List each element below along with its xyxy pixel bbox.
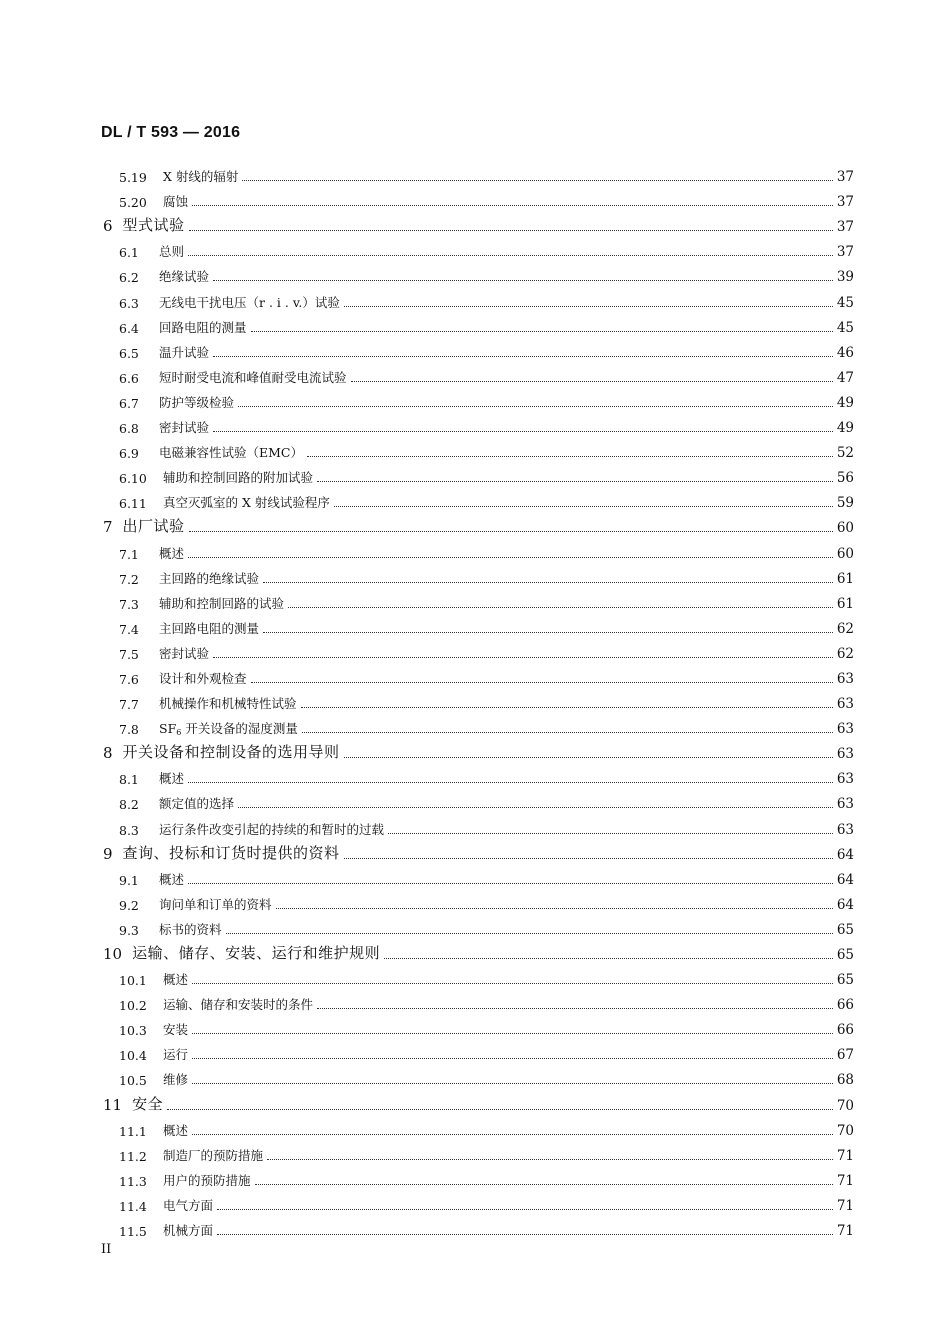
toc-entry[interactable] xyxy=(101,361,854,386)
toc-entry-number: 11.2 xyxy=(119,1148,147,1164)
toc-entry-title: X 射线的辐射 xyxy=(163,169,239,185)
toc-entry-number: 9.2 xyxy=(119,897,139,913)
toc-entry-title: 密封试验 xyxy=(159,645,210,661)
toc-entry[interactable] xyxy=(101,160,854,185)
toc-entry-title: 概述 xyxy=(159,771,185,787)
toc-leader-dots xyxy=(188,556,833,558)
toc-entry[interactable] xyxy=(101,637,854,662)
toc-leader-dots xyxy=(192,982,833,984)
toc-entry-title: 密封试验 xyxy=(159,420,210,436)
toc-entry-title-text: 开关设备的湿度测量 xyxy=(181,721,298,737)
toc-entry-title: 安装 xyxy=(163,1022,189,1038)
toc-entry-page: 56 xyxy=(836,470,854,487)
toc-entry-page: 63 xyxy=(836,670,854,687)
toc-entry[interactable] xyxy=(101,787,854,812)
toc-entry-number: 7.8 xyxy=(119,722,139,738)
toc-entry-page: 71 xyxy=(836,1172,854,1189)
toc-entry-number: 9 xyxy=(103,844,113,863)
toc-entry-number: 6.4 xyxy=(119,320,139,336)
toc-leader-dots xyxy=(192,1057,833,1059)
toc-leader-dots xyxy=(213,656,833,658)
toc-leader-dots xyxy=(344,756,833,758)
toc-entry-page: 63 xyxy=(836,721,854,738)
toc-leader-dots xyxy=(302,731,833,733)
toc-entry-title: 机械操作和机械特性试验 xyxy=(159,696,297,712)
toc-entry-title: 主回路的绝缘试验 xyxy=(159,570,260,586)
toc-entry[interactable] xyxy=(101,913,854,938)
toc-entry-title: 额定值的选择 xyxy=(159,796,235,812)
toc-entry-number: 11.1 xyxy=(119,1123,147,1139)
toc-entry[interactable] xyxy=(101,712,854,737)
toc-entry-title: 温升试验 xyxy=(159,344,210,360)
toc-entry-title: 设计和外观检查 xyxy=(159,670,247,686)
toc-entry-number: 7.5 xyxy=(119,646,139,662)
toc-entry-page: 63 xyxy=(836,696,854,713)
toc-entry[interactable] xyxy=(101,737,854,762)
toc-leader-dots xyxy=(276,907,833,909)
toc-entry-page: 63 xyxy=(836,796,854,813)
toc-entry[interactable] xyxy=(101,210,854,235)
toc-leader-dots xyxy=(189,229,833,231)
toc-entry[interactable] xyxy=(101,812,854,837)
toc-entry[interactable] xyxy=(101,1088,854,1113)
toc-leader-dots xyxy=(263,631,833,633)
toc-leader-dots xyxy=(167,1108,833,1110)
toc-entry[interactable] xyxy=(101,285,854,310)
toc-entry-number: 11 xyxy=(103,1095,123,1114)
toc-entry[interactable] xyxy=(101,1164,854,1189)
toc-entry-page: 45 xyxy=(836,319,854,336)
toc-entry-page: 66 xyxy=(836,997,854,1014)
toc-entry[interactable] xyxy=(101,1038,854,1063)
toc-leader-dots xyxy=(217,1208,833,1210)
toc-entry[interactable] xyxy=(101,436,854,461)
toc-entry-number: 7.1 xyxy=(119,546,139,562)
toc-entry-number: 9.3 xyxy=(119,922,139,938)
toc-entry-number: 6.5 xyxy=(119,345,139,361)
toc-entry[interactable] xyxy=(101,1063,854,1088)
toc-leader-dots xyxy=(251,681,833,683)
toc-entry-title: 主回路电阻的测量 xyxy=(159,620,260,636)
toc-entry-number: 11.3 xyxy=(119,1173,147,1189)
toc-entry-number: 7.6 xyxy=(119,671,139,687)
toc-entry-number: 8.2 xyxy=(119,797,139,813)
toc-entry-page: 63 xyxy=(836,746,854,763)
toc-entry-number: 7.4 xyxy=(119,621,139,637)
toc-leader-dots xyxy=(301,706,833,708)
toc-entry-page: 64 xyxy=(836,896,854,913)
toc-entry-page: 68 xyxy=(836,1072,854,1089)
toc-entry-page: 60 xyxy=(836,520,854,537)
toc-entry[interactable] xyxy=(101,311,854,336)
toc-entry-title: 概述 xyxy=(163,972,189,988)
toc-entry-title: 辅助和控制回路的附加试验 xyxy=(163,470,314,486)
toc-entry-page: 62 xyxy=(836,645,854,662)
toc-entry[interactable] xyxy=(101,1139,854,1164)
toc-entry-title: 回路电阻的测量 xyxy=(159,319,247,335)
toc-entry-number: 6.1 xyxy=(119,245,139,261)
toc-entry-title: 电气方面 xyxy=(163,1197,214,1213)
toc-entry-title: 用户的预防措施 xyxy=(163,1172,251,1188)
toc-entry-number: 6.2 xyxy=(119,270,139,286)
toc-entry[interactable] xyxy=(101,511,854,536)
toc-leader-dots xyxy=(192,1032,833,1034)
toc-entry-title: 概述 xyxy=(159,545,185,561)
toc-entry-number: 8.1 xyxy=(119,772,139,788)
toc-entry[interactable] xyxy=(101,762,854,787)
toc-entry[interactable] xyxy=(101,486,854,511)
toc-entry-title: 无线电干扰电压（r . i . v.）试验 xyxy=(159,294,340,310)
toc-entry-page: 65 xyxy=(836,972,854,989)
toc-entry-number: 8 xyxy=(103,744,113,763)
toc-entry[interactable] xyxy=(101,1189,854,1214)
toc-entry-title: 开关设备和控制设备的选用导则 xyxy=(122,743,340,762)
toc-entry-page: 49 xyxy=(836,420,854,437)
toc-entry-title: 查询、投标和订货时提供的资料 xyxy=(122,843,340,862)
toc-entry[interactable] xyxy=(101,838,854,863)
toc-leader-dots xyxy=(251,330,833,332)
toc-entry[interactable] xyxy=(101,562,854,587)
toc-entry-number: 6.7 xyxy=(119,395,139,411)
toc-entry-title: 概述 xyxy=(163,1122,189,1138)
toc-leader-dots xyxy=(388,832,833,834)
toc-entry-page: 45 xyxy=(836,294,854,311)
toc-entry-number: 10.4 xyxy=(119,1048,147,1064)
toc-entry-number: 10.3 xyxy=(119,1023,147,1039)
toc-entry-title: 绝缘试验 xyxy=(159,269,210,285)
toc-leader-dots xyxy=(242,179,832,181)
toc-entry[interactable] xyxy=(101,888,854,913)
toc-entry-page: 37 xyxy=(836,169,854,186)
toc-entry-page: 71 xyxy=(836,1223,854,1240)
toc-entry[interactable] xyxy=(101,411,854,436)
toc-entry-page: 37 xyxy=(836,219,854,236)
toc-entry-page: 61 xyxy=(836,595,854,612)
toc-leader-dots xyxy=(192,1133,833,1135)
toc-leader-dots xyxy=(288,606,833,608)
toc-entry-number: 7.7 xyxy=(119,697,139,713)
toc-entry-title: 机械方面 xyxy=(163,1223,214,1239)
toc-entry-page: 63 xyxy=(836,821,854,838)
toc-entry-page: 60 xyxy=(836,545,854,562)
toc-entry[interactable] xyxy=(101,260,854,285)
toc-entry-page: 37 xyxy=(836,244,854,261)
toc-leader-dots xyxy=(317,1007,833,1009)
toc-entry-number: 10 xyxy=(103,945,123,963)
toc-entry-number: 7.3 xyxy=(119,596,139,612)
standard-code-header: DL / T 593 — 2016 xyxy=(101,124,241,141)
toc-entry-page: 47 xyxy=(836,369,854,386)
toc-entry-page: 59 xyxy=(836,495,854,512)
toc-entry-page: 65 xyxy=(836,947,854,963)
toc-entry-number: 8.3 xyxy=(119,822,139,838)
toc-entry[interactable] xyxy=(101,1013,854,1038)
toc-entry-page: 65 xyxy=(836,921,854,938)
toc-entry-page: 71 xyxy=(836,1197,854,1214)
toc-leader-dots xyxy=(317,480,833,482)
toc-leader-dots xyxy=(263,581,833,583)
toc-entry-number: 5.20 xyxy=(119,195,147,211)
toc-entry-title: 安全 xyxy=(132,1094,164,1113)
toc-entry[interactable] xyxy=(101,687,854,712)
toc-entry-title: 辅助和控制回路的试验 xyxy=(159,595,285,611)
toc-leader-dots xyxy=(334,505,833,507)
toc-entry-title: 出厂试验 xyxy=(122,517,185,536)
toc-leader-dots xyxy=(344,305,833,307)
toc-entry-number: 6 xyxy=(103,217,113,236)
toc-entry-page: 37 xyxy=(836,194,854,211)
toc-entry-number: 5.19 xyxy=(119,170,147,186)
toc-entry-title xyxy=(149,719,298,737)
toc-entry-page: 66 xyxy=(836,1022,854,1039)
toc-leader-dots xyxy=(238,806,833,808)
toc-entry-page: 49 xyxy=(836,394,854,411)
toc-entry-number: 6.11 xyxy=(119,496,147,512)
toc-entry-page: 62 xyxy=(836,620,854,637)
toc-entry-number: 10.2 xyxy=(119,998,147,1014)
toc-entry-page: 39 xyxy=(836,269,854,286)
toc-leader-dots xyxy=(188,781,833,783)
toc-entry[interactable] xyxy=(101,1114,854,1139)
toc-leader-dots xyxy=(217,1233,833,1235)
toc-entry-number: 7.2 xyxy=(119,571,139,587)
toc-leader-dots xyxy=(307,455,833,457)
toc-entry-title: 电磁兼容性试验（EMC） xyxy=(159,445,303,461)
toc-leader-dots xyxy=(255,1183,833,1185)
toc-entry[interactable] xyxy=(101,612,854,637)
toc-entry-number: 10.1 xyxy=(119,973,147,989)
toc-leader-dots xyxy=(213,430,833,432)
toc-entry-title: 维修 xyxy=(163,1072,189,1088)
toc-entry-number: 11.4 xyxy=(119,1198,147,1214)
toc-entry-page: 71 xyxy=(836,1147,854,1164)
toc-leader-dots xyxy=(192,1082,833,1084)
toc-entry-title: 概述 xyxy=(159,871,185,887)
toc-entry-title: 短时耐受电流和峰值耐受电流试验 xyxy=(159,369,347,385)
toc-entry[interactable] xyxy=(101,536,854,561)
toc-entry-number: 6.8 xyxy=(119,421,139,437)
table-of-contents xyxy=(101,160,854,1239)
toc-leader-dots xyxy=(238,405,833,407)
toc-entry-title: 运输、储存和安装时的条件 xyxy=(163,997,314,1013)
toc-entry-page: 64 xyxy=(836,871,854,888)
toc-leader-dots xyxy=(188,882,833,884)
toc-entry[interactable] xyxy=(101,386,854,411)
toc-entry[interactable] xyxy=(101,587,854,612)
toc-entry-page: 70 xyxy=(836,1122,854,1139)
toc-entry-number: 7 xyxy=(103,518,113,537)
toc-leader-dots xyxy=(213,279,833,281)
toc-leader-dots xyxy=(213,355,833,357)
toc-entry-page: 46 xyxy=(836,344,854,361)
toc-entry-page: 67 xyxy=(836,1047,854,1064)
toc-entry-title: 运行条件改变引起的持续的和暂时的过载 xyxy=(159,821,385,837)
toc-entry[interactable] xyxy=(101,235,854,260)
toc-entry-page: 52 xyxy=(836,445,854,462)
toc-entry-title-subscript: 6 xyxy=(176,728,182,738)
toc-leader-dots xyxy=(384,957,833,959)
toc-entry[interactable] xyxy=(101,1214,854,1239)
toc-entry-number: 6.10 xyxy=(119,471,147,487)
toc-leader-dots xyxy=(267,1158,833,1160)
toc-entry-title: 型式试验 xyxy=(122,216,185,235)
toc-entry[interactable] xyxy=(101,963,854,988)
toc-entry-title: 标书的资料 xyxy=(159,921,222,937)
toc-leader-dots xyxy=(351,380,833,382)
toc-entry-title: 制造厂的预防措施 xyxy=(163,1147,264,1163)
toc-entry-number: 6.9 xyxy=(119,446,139,462)
toc-entry-page: 63 xyxy=(836,771,854,788)
toc-entry[interactable] xyxy=(101,336,854,361)
toc-entry-title-prefix: SF xyxy=(159,721,177,737)
toc-entry[interactable] xyxy=(101,988,854,1013)
toc-leader-dots xyxy=(192,204,833,206)
toc-entry[interactable] xyxy=(101,938,854,963)
toc-entry-number: 6.3 xyxy=(119,295,139,311)
toc-leader-dots xyxy=(226,932,833,934)
toc-entry[interactable] xyxy=(101,461,854,486)
toc-entry-number: 11.5 xyxy=(119,1224,147,1240)
toc-entry-number: 6.6 xyxy=(119,370,139,386)
toc-entry-title: 腐蚀 xyxy=(163,194,189,210)
toc-entry-page: 70 xyxy=(836,1097,854,1114)
toc-entry[interactable] xyxy=(101,662,854,687)
toc-leader-dots xyxy=(344,857,833,859)
toc-entry-title: 总则 xyxy=(159,244,185,260)
toc-entry-title: 真空灭弧室的 X 射线试验程序 xyxy=(163,495,330,511)
toc-leader-dots xyxy=(188,254,833,256)
page-number: II xyxy=(101,1242,112,1257)
toc-entry-title: 询问单和订单的资料 xyxy=(159,896,272,912)
toc-entry-title: 防护等级检验 xyxy=(159,394,235,410)
toc-entry-number: 10.5 xyxy=(119,1073,147,1089)
toc-entry[interactable] xyxy=(101,185,854,210)
toc-leader-dots xyxy=(189,530,833,532)
toc-entry-page: 64 xyxy=(836,846,854,863)
toc-entry-title: 运输、储存、安装、运行和维护规则 xyxy=(132,944,381,962)
toc-entry-page: 61 xyxy=(836,570,854,587)
toc-entry[interactable] xyxy=(101,863,854,888)
toc-entry-title: 运行 xyxy=(163,1047,189,1063)
toc-entry-number: 9.1 xyxy=(119,872,139,888)
